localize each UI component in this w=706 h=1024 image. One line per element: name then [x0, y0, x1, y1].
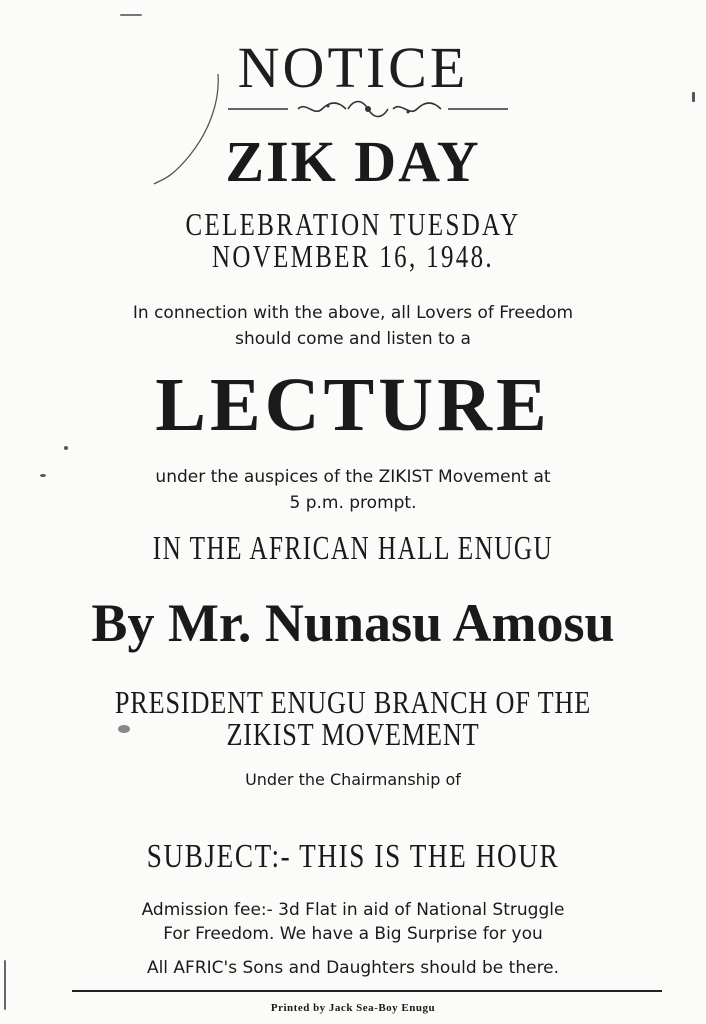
- paper-speck: [120, 14, 142, 16]
- ornamental-divider: [228, 96, 508, 122]
- notice-heading: NOTICE: [237, 35, 469, 100]
- intro-line-2: should come and listen to a: [235, 329, 471, 349]
- paper-speck: [40, 474, 46, 477]
- auspices-line-1: under the auspices of the ZIKIST Movement at: [155, 467, 551, 487]
- footer-rule: [72, 990, 662, 992]
- celebration-day: CELEBRATION TUESDAY: [185, 206, 521, 242]
- intro-paragraph: [0, 300, 706, 352]
- auspices-paragraph: [0, 464, 706, 516]
- auspices-line-2: 5 p.m. prompt.: [289, 493, 417, 513]
- paper-speck: [4, 960, 6, 1010]
- intro-line-1: In connection with the above, all Lovers of Freedom: [132, 303, 574, 323]
- paper-speck: [64, 446, 68, 450]
- chairmanship-line: Under the Chairmanship of: [245, 770, 461, 789]
- admission-line-1: Admission fee:- 3d Flat in aid of National Struggle: [141, 900, 565, 920]
- paper-speck: [118, 725, 130, 733]
- admission-line-2: For Freedom. We have a Big Surprise for you: [163, 924, 543, 944]
- closing-line: All AFRIC's Sons and Daughters should be there.: [146, 958, 560, 978]
- event-date: NOVEMBER 16, 1948.: [211, 238, 495, 274]
- speaker-title: [64, 686, 643, 750]
- event-title: ZIK DAY: [225, 129, 481, 194]
- printer-credit: Printed by Jack Sea-Boy Enugu: [270, 1002, 436, 1014]
- venue: IN THE AFRICAN HALL ENUGU: [152, 530, 554, 567]
- paper-speck: [692, 92, 695, 102]
- speaker-title-line-2: ZIKIST MOVEMENT: [226, 716, 480, 752]
- speaker-name: By Mr. Nunasu Amosu: [91, 593, 615, 653]
- subject-line: SUBJECT:- THIS IS THE HOUR: [146, 838, 560, 875]
- admission-paragraph: [0, 898, 706, 946]
- lecture-heading: LECTURE: [155, 363, 551, 447]
- speaker-title-line-1: PRESIDENT ENUGU BRANCH OF THE: [114, 684, 592, 720]
